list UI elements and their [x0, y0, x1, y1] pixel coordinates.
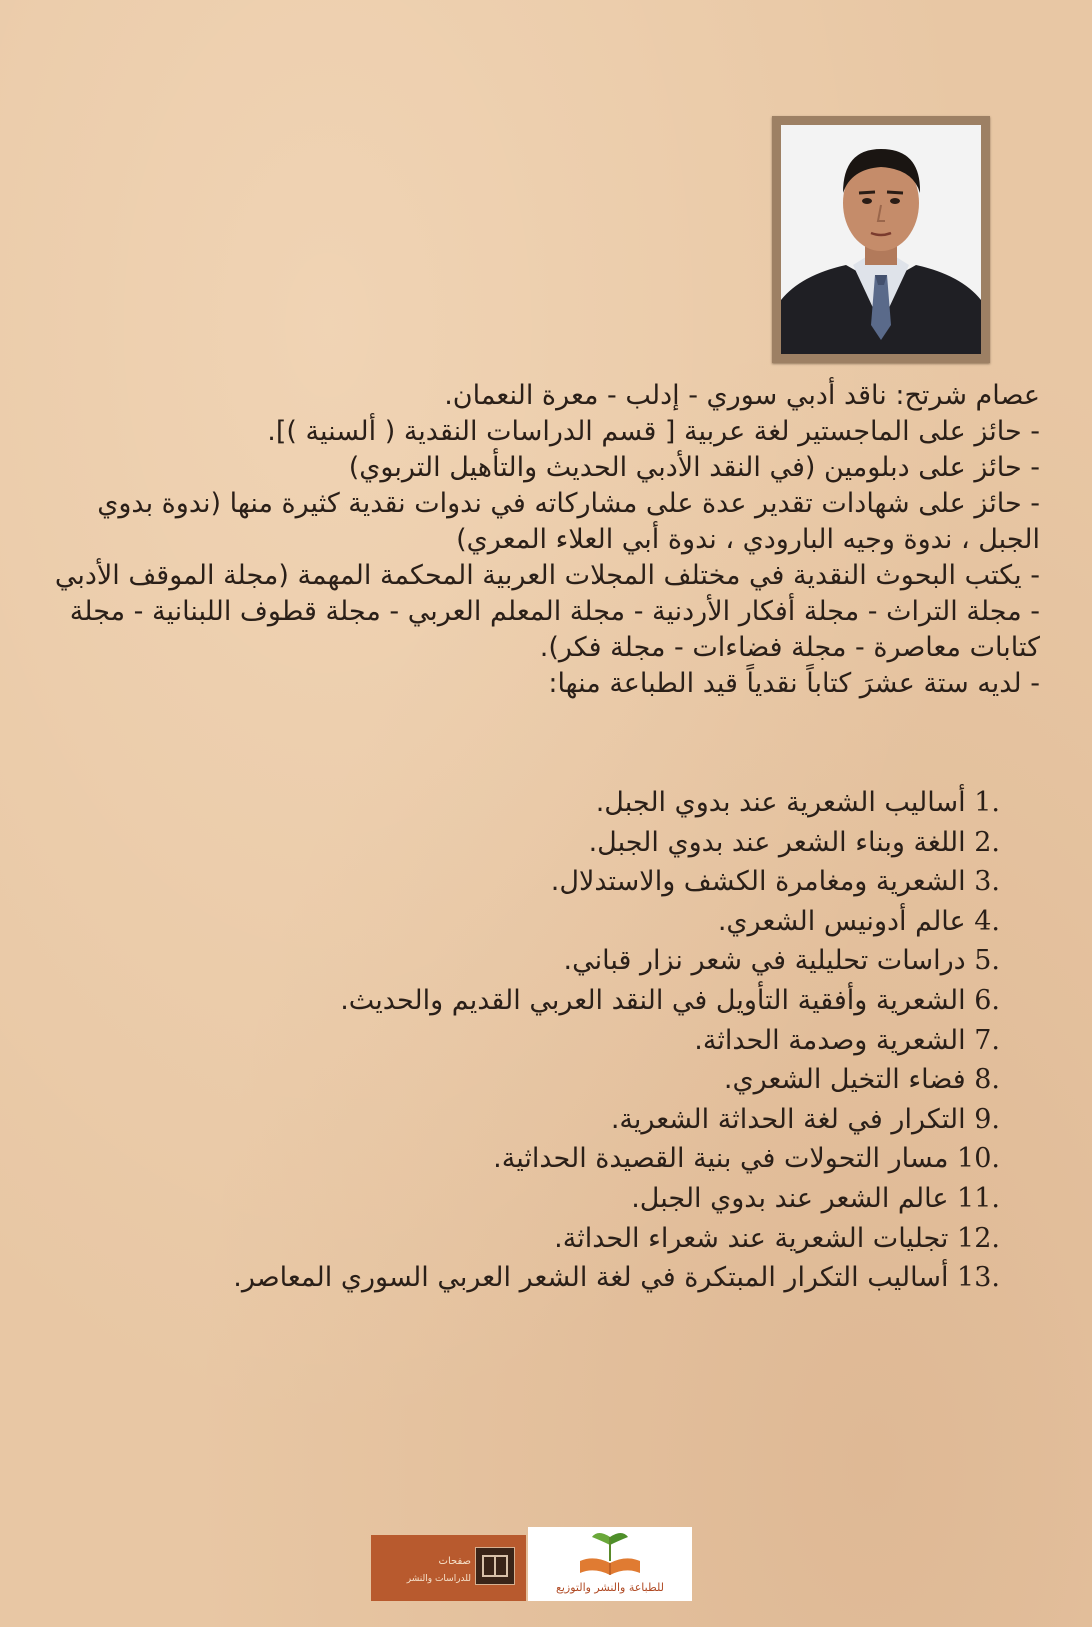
book-title: أساليب التكرار المبتكرة في لغة الشعر العربي السوري المعاصر.	[233, 1262, 949, 1294]
open-book-plant-icon	[528, 1527, 692, 1583]
author-portrait-icon	[781, 125, 981, 354]
book-number: 6.	[974, 984, 1000, 1016]
bio-line: - يكتب البحوث النقدية في مختلف المجلات العربية المحكمة المهمة (مجلة الموقف الأدبي - مجلة التراث - مجلة أفكار الأردنية - مجلة المعلم العربي - مجلة قطوف اللبنانية - مجلة كتابات معاصرة - مجلة فضاءات - مجلة فكر).	[54, 560, 1040, 663]
book-number: 1.	[974, 787, 1000, 818]
book-number: 11.	[957, 1182, 1000, 1214]
book-number: 13.	[957, 1262, 1000, 1294]
book-item	[60, 1179, 1000, 1219]
book-title: الشعرية وأفقية التأويل في النقد العربي القديم والحديث.	[340, 984, 966, 1016]
book-number: 5.	[974, 945, 1000, 977]
book-number: 12.	[957, 1222, 1000, 1254]
book-number: 4.	[974, 905, 1000, 937]
bio-line: - لديه ستة عشرَ كتاباً نقدياً قيد الطباعة منها:	[548, 668, 1040, 699]
book-title: مسار التحولات في بنية القصيدة الحداثية.	[493, 1143, 949, 1175]
book-item	[60, 1139, 1000, 1179]
book-item	[60, 941, 1000, 981]
book-number: 2.	[974, 826, 1000, 858]
bio-line: - حائز على شهادات تقدير عدة على مشاركاته في ندوات نقدية كثيرة منها (ندوة بدوي الجبل ، ندوة وجيه البارودي ، ندوة أبي العلاء المعري)	[97, 488, 1040, 555]
publisher-tagline: للطباعة والنشر والتوزيع	[555, 1581, 664, 1594]
author-photo-frame	[772, 116, 990, 363]
publisher-subtitle: للدراسات والنشر	[406, 1574, 471, 1584]
book-number: 10.	[957, 1143, 1000, 1175]
publisher-name: صفحات	[438, 1556, 471, 1567]
book-item	[60, 1021, 1000, 1061]
book-title: تجليات الشعرية عند شعراء الحداثة.	[554, 1222, 949, 1254]
book-title: فضاء التخيل الشعري.	[723, 1064, 966, 1096]
book-list	[60, 783, 1000, 1298]
author-bio	[40, 378, 1040, 702]
book-title: الشعرية ومغامرة الكشف والاستدلال.	[550, 866, 966, 898]
book-title: دراسات تحليلية في شعر نزار قباني.	[563, 945, 966, 977]
book-title: الشعرية وصدمة الحداثة.	[694, 1024, 966, 1056]
book-title: عالم الشعر عند بدوي الجبل.	[631, 1182, 949, 1214]
author-photo	[781, 125, 981, 354]
book-number: 7.	[974, 1024, 1000, 1056]
book-title: أساليب الشعرية عند بدوي الجبل.	[595, 787, 966, 818]
book-title: عالم أدونيس الشعري.	[717, 905, 966, 937]
publisher-logo-safahat	[371, 1535, 526, 1601]
bio-line: عصام شرتح: ناقد أدبي سوري - إدلب - معرة النعمان.	[444, 380, 1040, 411]
book-item	[60, 1100, 1000, 1140]
book-number: 9.	[974, 1103, 1000, 1135]
book-item	[60, 823, 1000, 863]
book-item	[60, 862, 1000, 902]
book-item	[60, 981, 1000, 1021]
publisher-logo-plant	[528, 1527, 692, 1601]
bio-line: - حائز على الماجستير لغة عربية [ قسم الدراسات النقدية ( ألسنية )].	[267, 416, 1040, 447]
book-title: اللغة وبناء الشعر عند بدوي الجبل.	[588, 826, 966, 858]
book-icon	[475, 1547, 515, 1585]
book-number: 8.	[974, 1064, 1000, 1096]
bio-line: - حائز على دبلومين (في النقد الأدبي الحديث والتأهيل التربوي)	[348, 452, 1040, 483]
book-title: التكرار في لغة الحداثة الشعرية.	[610, 1103, 966, 1135]
book-item	[60, 1219, 1000, 1259]
book-number: 3.	[974, 866, 1000, 898]
book-item	[60, 1060, 1000, 1100]
book-item	[60, 902, 1000, 942]
publisher-logos	[371, 1527, 691, 1602]
book-item	[60, 1258, 1000, 1298]
book-item	[60, 783, 1000, 823]
